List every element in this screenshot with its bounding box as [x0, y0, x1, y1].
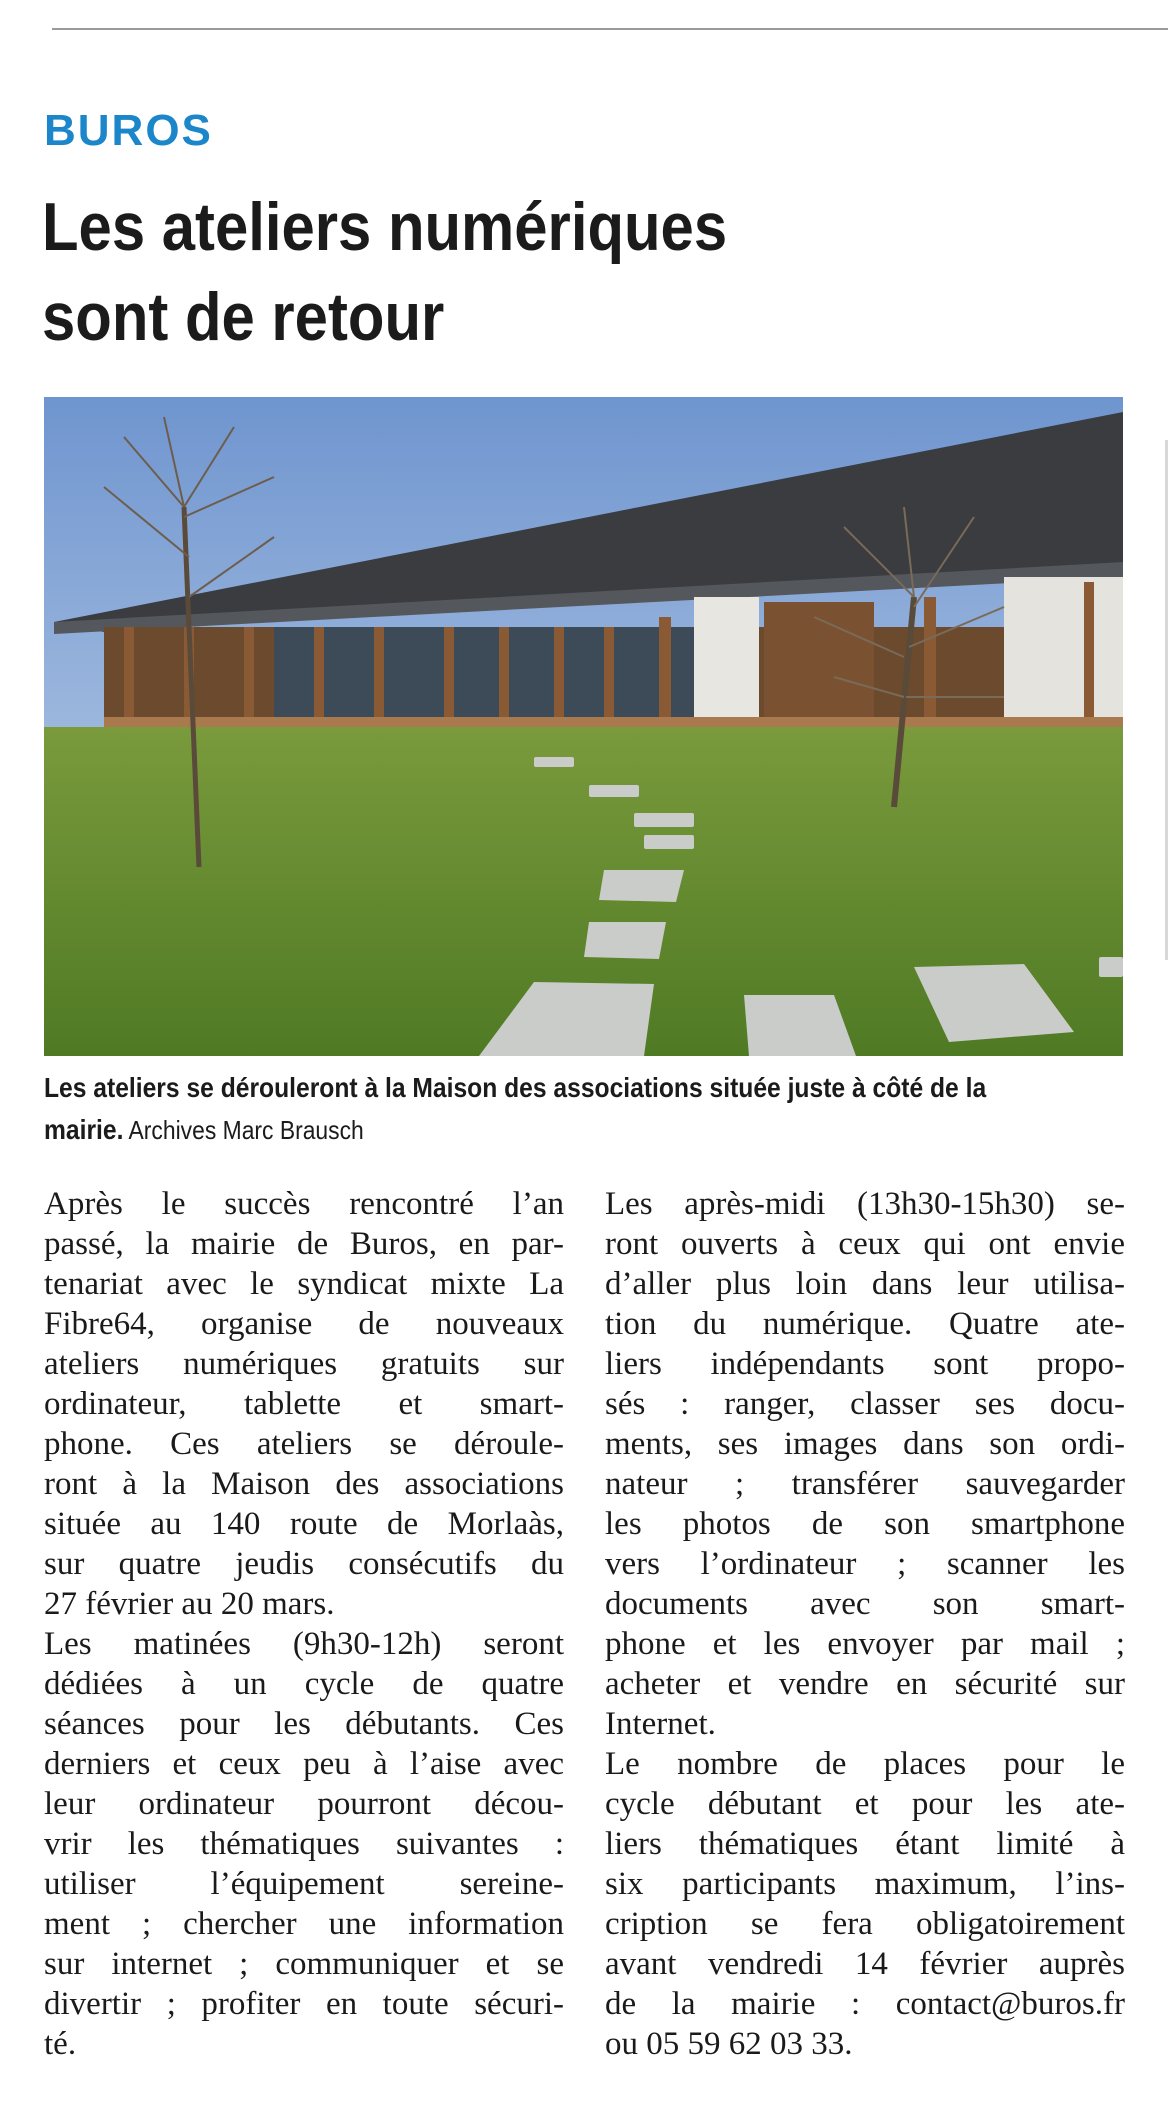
body-text-line: phone et les envoyer par mail ;	[605, 1626, 1125, 1662]
body-text-line: documents avec son smart-	[605, 1586, 1125, 1622]
photo-credit: Archives Marc Brausch	[123, 1115, 364, 1145]
body-text-line: tion du numérique. Quatre ate-	[605, 1306, 1125, 1342]
body-text-line: ou 05 59 62 03 33.	[605, 2026, 853, 2062]
body-text-line: ront ouverts à ceux qui ont envie	[605, 1226, 1125, 1262]
body-text-line: de la mairie : contact@buros.fr	[605, 1986, 1125, 2022]
caption-text: mairie.	[44, 1114, 124, 1145]
body-text-line: derniers et ceux peu à l’aise avec	[44, 1746, 564, 1782]
body-text-line: Les matinées (9h30-12h) seront	[44, 1626, 564, 1662]
body-text-line: dédiées à un cycle de quatre	[44, 1666, 564, 1702]
body-text-line: avant vendredi 14 février auprès	[605, 1946, 1125, 1982]
body-text-line: phone. Ces ateliers se déroule-	[44, 1426, 564, 1462]
body-text-line: sur quatre jeudis consécutifs du	[44, 1546, 564, 1582]
caption-text: Les ateliers se dérouleront à la Maison des associations située juste à côté de la	[44, 1072, 987, 1103]
body-text-line: té.	[44, 2026, 77, 2062]
section-kicker: BUROS	[44, 106, 213, 155]
body-text-line: sés : ranger, classer ses docu-	[605, 1386, 1125, 1422]
body-text-line: cycle débutant et pour les ate-	[605, 1786, 1125, 1822]
body-text-line: 27 février au 20 mars.	[44, 1586, 335, 1622]
body-text-line: ments, ses images dans son ordi-	[605, 1426, 1125, 1462]
body-text-line: Les après-midi (13h30-15h30) se-	[605, 1186, 1125, 1222]
body-text-line: les photos de son smartphone	[605, 1506, 1125, 1542]
body-text-line: ront à la Maison des associations	[44, 1466, 564, 1502]
body-text-line: Internet.	[605, 1706, 716, 1742]
body-text-line: séances pour les débutants. Ces	[44, 1706, 564, 1742]
body-text-line: ment ; chercher une information	[44, 1906, 564, 1942]
body-text-line: située au 140 route de Morlaàs,	[44, 1506, 564, 1542]
body-text-line: d’aller plus loin dans leur utilisa-	[605, 1266, 1125, 1302]
body-text-line: tenariat avec le syndicat mixte La	[44, 1266, 564, 1302]
top-rule	[52, 28, 1168, 30]
body-text-line: sur internet ; communiquer et se	[44, 1946, 564, 1982]
body-column-left	[44, 1184, 564, 2064]
caption-line	[44, 1067, 1030, 1109]
body-text-line: vrir les thématiques suivantes :	[44, 1826, 564, 1862]
body-text-line: divertir ; profiter en toute sécuri-	[44, 1986, 564, 2022]
body-text-line: Le nombre de places pour le	[605, 1746, 1125, 1782]
body-text-line: ordinateur, tablette et smart-	[44, 1386, 564, 1422]
body-text-line: Après le succès rencontré l’an	[44, 1186, 564, 1222]
body-text-line: liers thématiques étant limité à	[605, 1826, 1125, 1862]
body-text-line: nateur ; transférer sauvegarder	[605, 1466, 1125, 1502]
headline-line: sont de retour	[42, 279, 445, 355]
body-text-line: cription se fera obligatoirement	[605, 1906, 1125, 1942]
body-text-line: Fibre64, organise de nouveaux	[44, 1306, 564, 1342]
body-text-line: ateliers numériques gratuits sur	[44, 1346, 564, 1382]
body-column-right	[605, 1184, 1125, 2064]
body-text-line: utiliser l’équipement sereine-	[44, 1866, 564, 1902]
body-text-line: vers l’ordinateur ; scanner les	[605, 1546, 1125, 1582]
photo-caption	[44, 1067, 1030, 1151]
body-text-line: passé, la mairie de Buros, en par-	[44, 1226, 564, 1262]
headline	[42, 182, 922, 362]
body-text-line: liers indépendants sont propo-	[605, 1346, 1125, 1382]
body-text-line: leur ordinateur pourront décou-	[44, 1786, 564, 1822]
article-photo	[44, 397, 1123, 1056]
headline-line: Les ateliers numériques	[42, 189, 728, 265]
caption-line	[44, 1109, 1030, 1151]
house-garden-photo-icon	[44, 397, 1123, 1056]
body-text-line: six participants maximum, l’ins-	[605, 1866, 1125, 1902]
body-text-line: acheter et vendre en sécurité sur	[605, 1666, 1125, 1702]
